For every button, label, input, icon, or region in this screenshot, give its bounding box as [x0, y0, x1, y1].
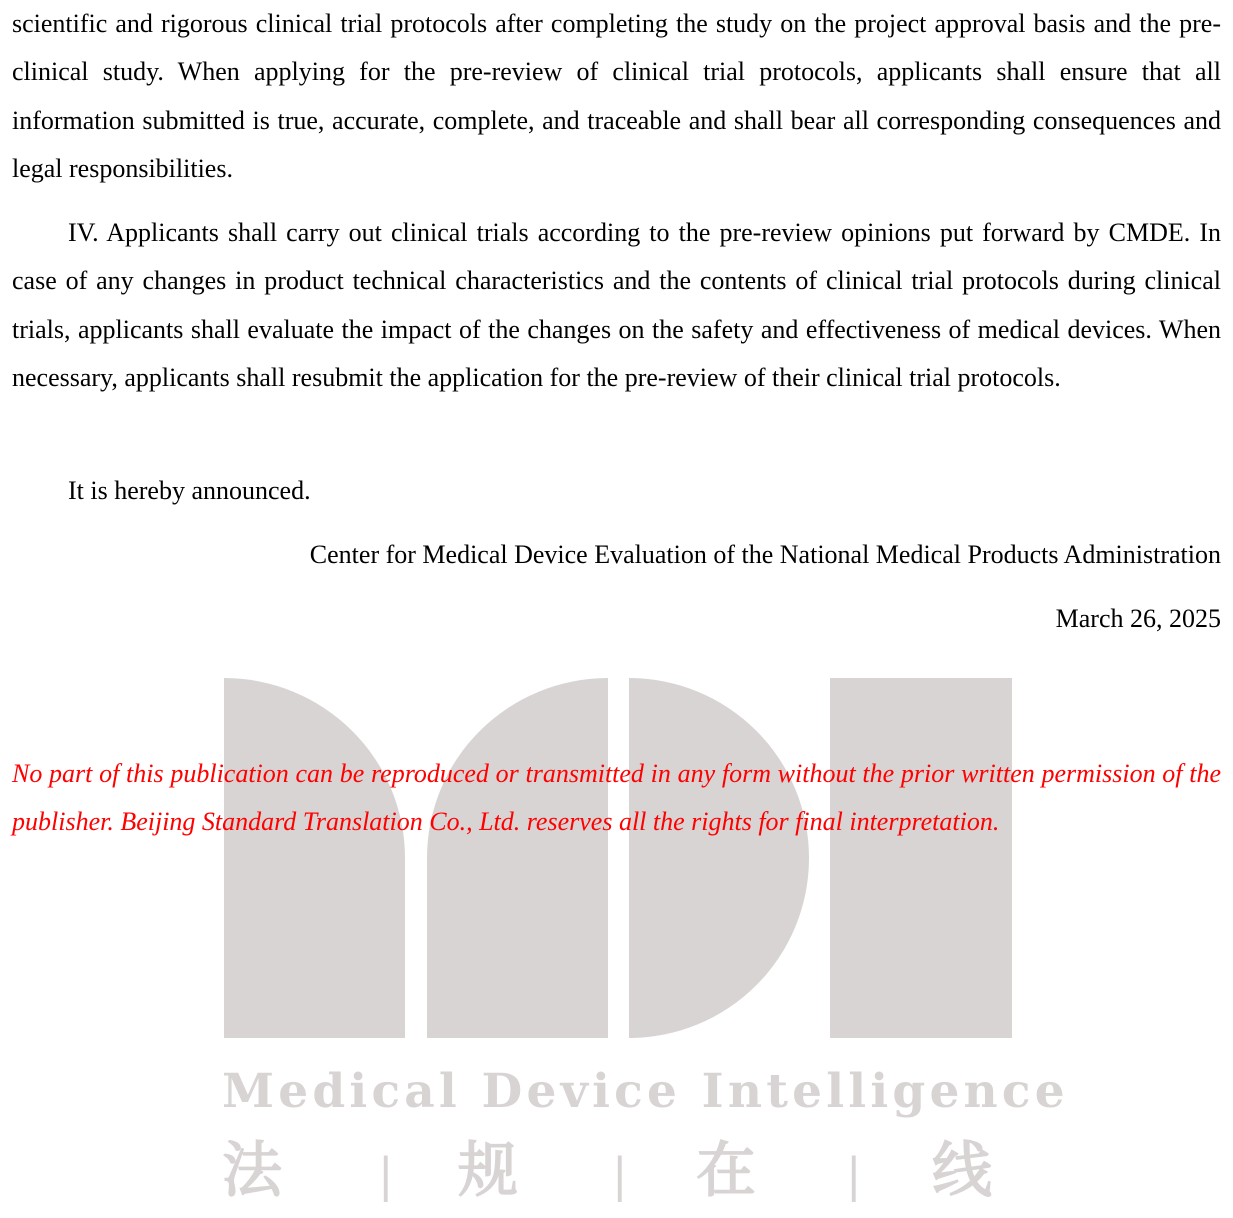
paragraph-continued: scientific and rigorous clinical trial protocols after completing the study on the project approval basis and the pre-clinical study. When applying for the pre-review of clinical trial protocols, applicants shall ensure that all information submitted is true, accurate, complete, and traceable and shall bear all corresponding consequences and legal responsibilities. [12, 9, 1221, 183]
watermark-separator-3: | [846, 1148, 862, 1202]
watermark-char-3: 在 [696, 1136, 756, 1206]
watermark-char-4: 线 [932, 1136, 992, 1206]
paragraph-iv: IV. Applicants shall carry out clinical trials according to the pre-review opinions put forward by CMDE. In case of any changes in product technical characteristics and the contents of clinical trial protocols during clinical trials, applicants shall evaluate the impact of the changes on the safety and effectiveness of medical devices. When necessary, applicants shall resubmit the application for the pre-review of their clinical trial protocols. [12, 218, 1221, 392]
watermark-char-1: 法 [222, 1136, 282, 1206]
signature-organization: Center for Medical Device Evaluation of the National Medical Products Administration [309, 540, 1221, 569]
copyright-notice: No part of this publication can be reproduced or transmitted in any form without the prior written permission of the publisher. Beijing Standard Translation Co., Ltd. reserves all the rights for final interpretation. [12, 759, 1221, 837]
watermark-separator-1: | [378, 1148, 394, 1202]
watermark-separator-2: | [612, 1148, 628, 1202]
watermark-char-2: 规 [458, 1136, 518, 1206]
signature-date: March 26, 2025 [1055, 604, 1221, 633]
watermark-chinese-text [218, 1138, 1018, 1204]
watermark-brand-text: Medical Device Intelligence [222, 1064, 1069, 1119]
closing-statement: It is hereby announced. [68, 476, 311, 505]
